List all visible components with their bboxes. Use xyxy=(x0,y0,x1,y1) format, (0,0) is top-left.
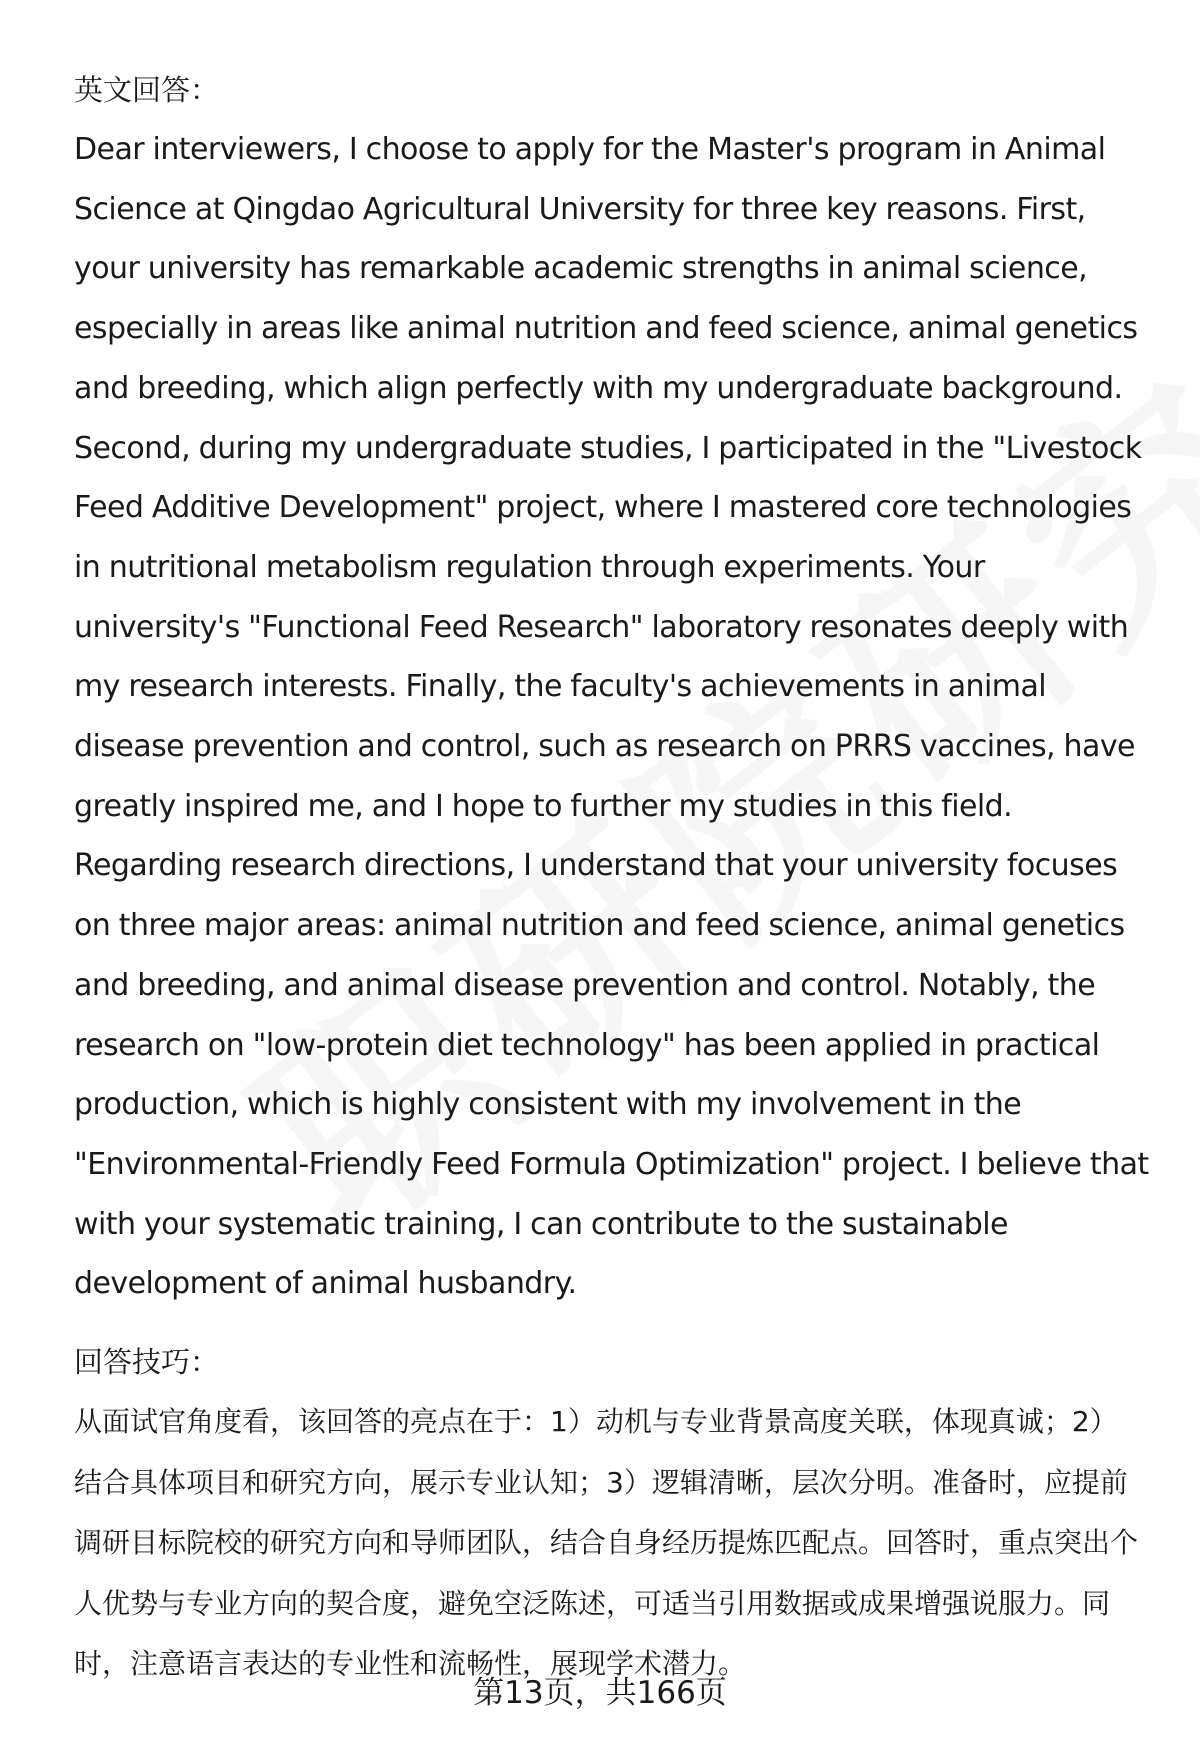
english-answer-body: Dear interviewers, I choose to apply for the Master's program in Animal Science at Qingdao Agricultural University for three key reasons. First, your university has remarkable academic strengths in animal science, especially in areas like animal nutrition and feed science, animal genetics and breeding, which align perfectly with my undergraduate background. Second, during my undergraduate studies, I participated in the "Livestock Feed Additive Development" project, where I mastered core technologies in nutritional metabolism regulation through experiments. Your university's "Functional Feed Research" laboratory resonates deeply with my research interests. Finally, the faculty's achievements in animal disease prevention and control, such as research on PRRS vaccines, have greatly inspired me, and I hope to further my studies in this field. Regarding research directions, I understand that your university focuses on three major areas: animal nutrition and feed science, animal genetics and breeding, and animal disease prevention and control. Notably, the research on "low-protein diet technology" has been applied in practical production, which is highly consistent with my involvement in the "Environmental-Friendly Feed Formula Optimization" project. I believe that with your systematic training, I can contribute to the sustainable development of animal husbandry. xyxy=(74,132,1149,1302)
page-content xyxy=(74,60,1154,1695)
english-answer-heading: 英文回答： xyxy=(74,73,220,107)
answer-tips-heading: 回答技巧： xyxy=(74,1345,220,1380)
answer-tips-body: 从面试官角度看，该回答的亮点在于：1）动机与专业背景高度关联，体现真诚；2）结合具体项目和研究方向，展示专业认知；3）逻辑清晰，层次分明。准备时，应提前调研目标院校的研究方向和导师团队，结合自身经历提炼匹配点。回答时，重点突出个人优势与专业方向的契合度，避免空泛陈述，可适当引用数据或成果增强说服力。同时，注意语言表达的专业性和流畅性，展现学术潜力。 xyxy=(74,1405,1139,1681)
page-number-footer: 第13页，共166页 xyxy=(473,1675,727,1711)
